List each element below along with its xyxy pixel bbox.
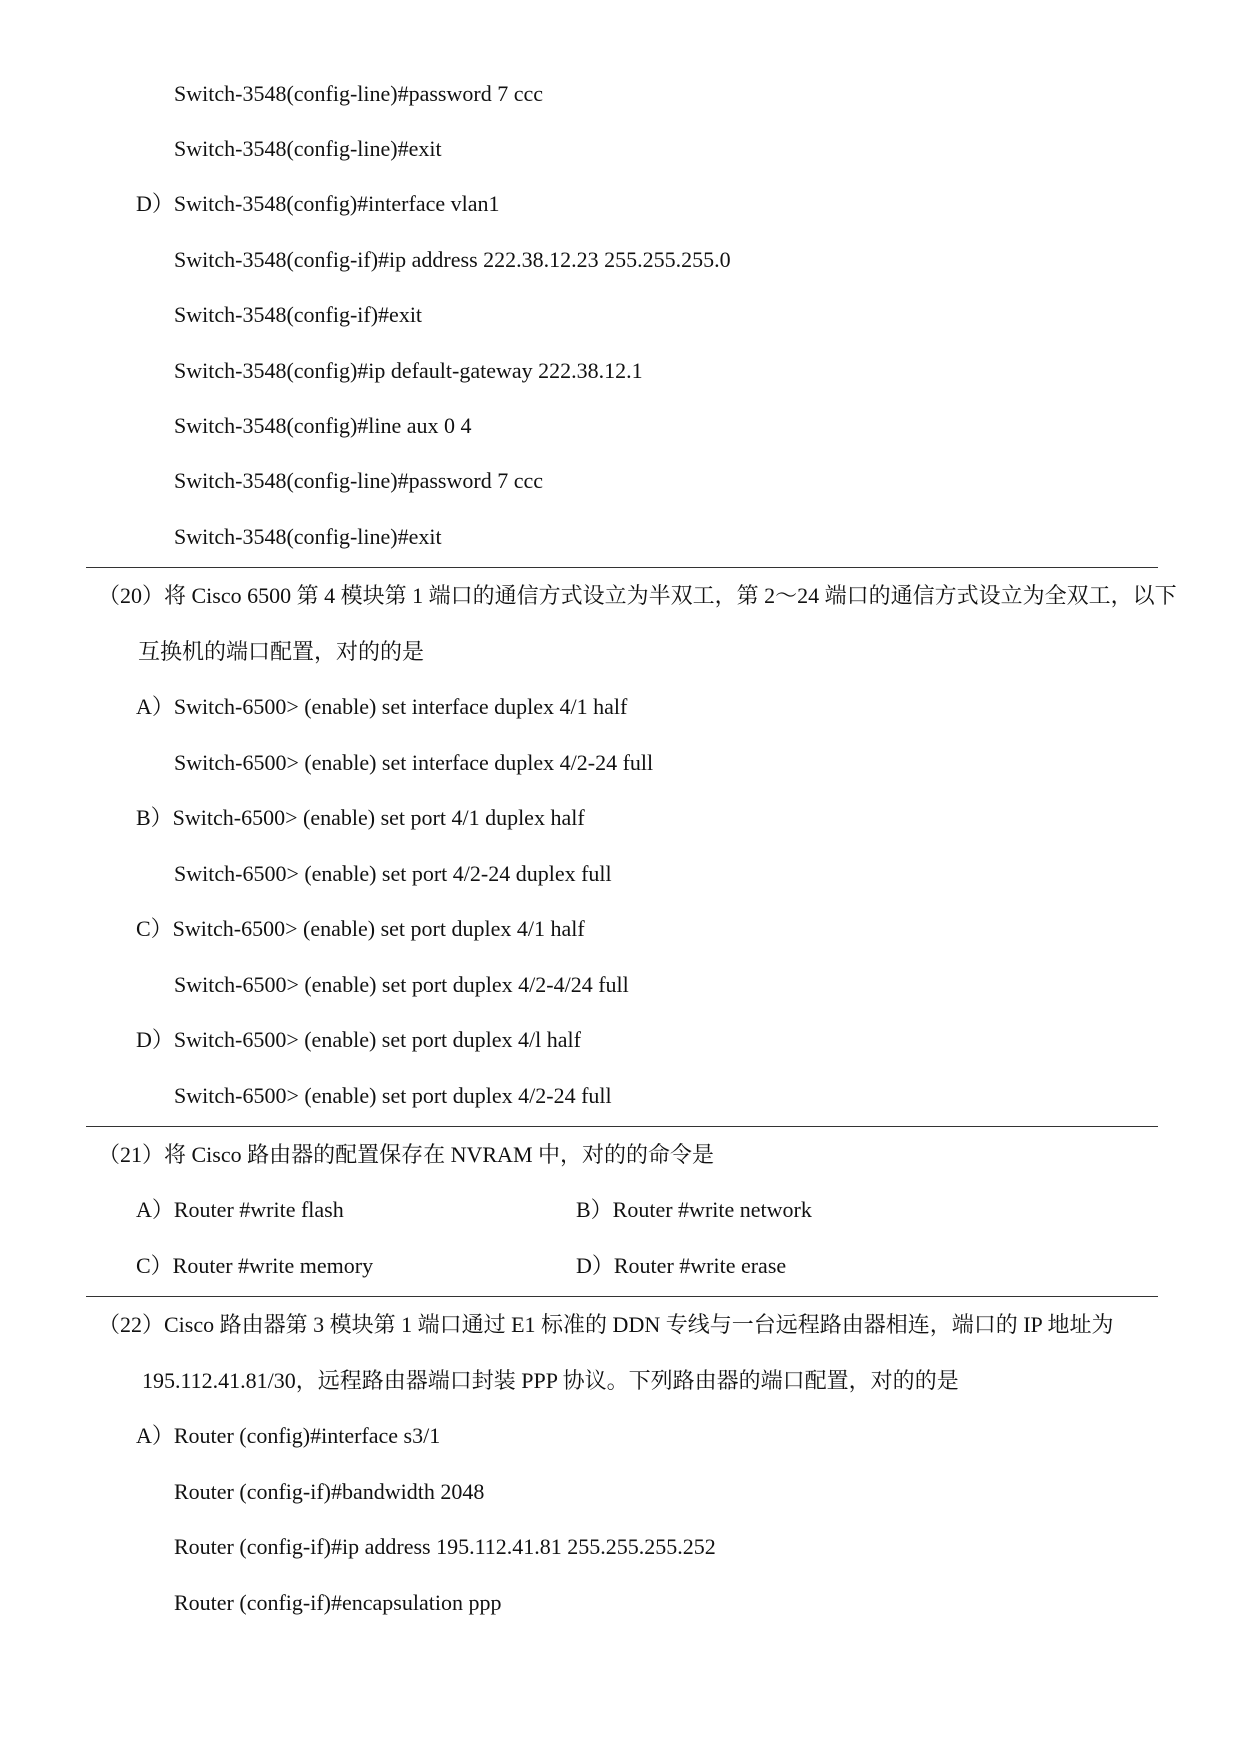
q22-option-a-line-3: Router (config-if)#ip address 195.112.41.81 255.255.255.252 [174, 1534, 716, 1559]
divider-1 [86, 567, 1158, 568]
divider-2 [86, 1126, 1158, 1127]
q19-line-4: Switch-3548(config-if)#ip address 222.38.12.23 255.255.255.0 [174, 247, 731, 272]
q20-option-c-line-2: Switch-6500> (enable) set port duplex 4/2-4/24 full [174, 972, 629, 997]
q22-option-a-line-4: Router (config-if)#encapsulation ppp [174, 1590, 502, 1615]
q20-stem-line-1: （20）将 Cisco 6500 第 4 模块第 1 端口的通信方式设立为半双工，第 2～24 端口的通信方式设立为全双工，以下 [98, 583, 1177, 608]
q21-stem: （21）将 Cisco 路由器的配置保存在 NVRAM 中，对的的命令是 [98, 1142, 715, 1167]
q19-line-7: Switch-3548(config)#line aux 0 4 [174, 413, 472, 438]
q19-line-1: Switch-3548(config-line)#password 7 ccc [174, 81, 544, 106]
q19-line-5: Switch-3548(config-if)#exit [174, 302, 423, 327]
q20-option-d-line-2: Switch-6500> (enable) set port duplex 4/2-24 full [174, 1083, 612, 1108]
divider-3 [86, 1296, 1158, 1297]
q20-option-d: D）Switch-6500> (enable) set port duplex 4/l half [136, 1027, 581, 1052]
q21-option-b: B）Router #write network [576, 1197, 812, 1222]
q20-option-a-line-2: Switch-6500> (enable) set interface duplex 4/2-24 full [174, 750, 654, 775]
q19-line-2: Switch-3548(config-line)#exit [174, 136, 442, 161]
q22-option-a-line-2: Router (config-if)#bandwidth 2048 [174, 1479, 485, 1504]
q19-line-9: Switch-3548(config-line)#exit [174, 524, 442, 549]
q20-option-c: C）Switch-6500> (enable) set port duplex 4/1 half [136, 916, 585, 941]
q22-option-a: A）Router (config)#interface s3/1 [136, 1423, 441, 1448]
q19-line-6: Switch-3548(config)#ip default-gateway 222.38.12.1 [174, 358, 643, 383]
q19-line-8: Switch-3548(config-line)#password 7 ccc [174, 468, 544, 493]
q20-option-b-line-2: Switch-6500> (enable) set port 4/2-24 duplex full [174, 861, 612, 886]
q22-stem-line-1: （22）Cisco 路由器第 3 模块第 1 端口通过 E1 标准的 DDN 专线与一台远程路由器相连，端口的 IP 地址为 [98, 1312, 1114, 1337]
q21-option-d: D）Router #write erase [576, 1253, 787, 1278]
q20-stem-line-2: 互换机的端口配置，对的的是 [138, 639, 425, 664]
q19-option-d: D）Switch-3548(config)#interface vlan1 [136, 191, 500, 216]
q20-option-a: A）Switch-6500> (enable) set interface duplex 4/1 half [136, 694, 628, 719]
q21-option-c: C）Router #write memory [136, 1253, 374, 1278]
q21-option-a: A）Router #write flash [136, 1197, 344, 1222]
q22-stem-line-2: 195.112.41.81/30，远程路由器端口封装 PPP 协议。下列路由器的端口配置，对的的是 [142, 1368, 959, 1393]
q20-option-b: B）Switch-6500> (enable) set port 4/1 duplex half [136, 805, 585, 830]
